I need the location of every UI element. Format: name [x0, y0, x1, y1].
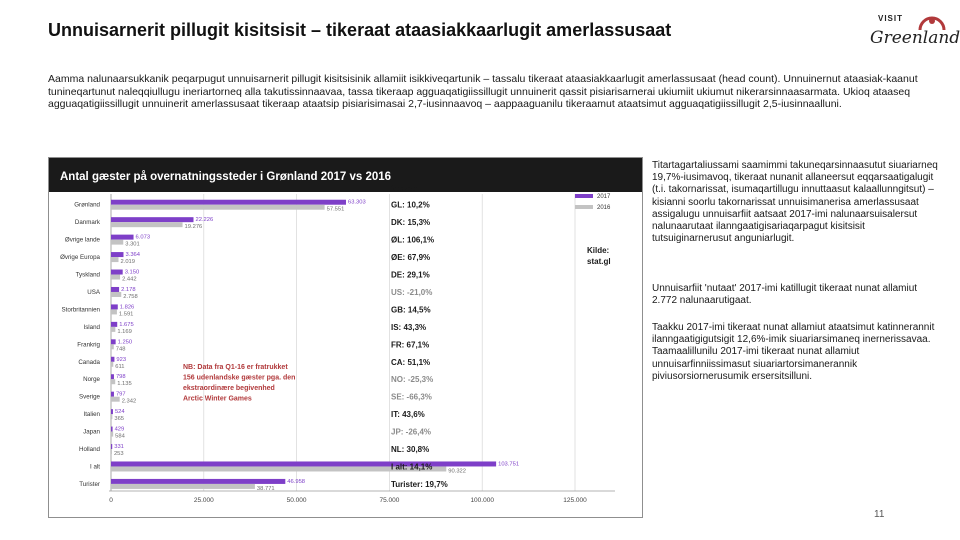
category-label: Sverige — [79, 393, 100, 401]
growth-label: DK: 15,3% — [391, 218, 431, 228]
value-label-2017: 3.364 — [125, 252, 141, 259]
x-tick-label: 75.000 — [379, 497, 400, 504]
bar-2016 — [111, 344, 114, 349]
bar-2016 — [111, 292, 121, 297]
growth-label: GB: 14,5% — [391, 305, 431, 315]
bar-2016 — [111, 449, 112, 454]
bar-2016 — [111, 309, 117, 314]
category-label: Storbritannien — [61, 306, 100, 314]
value-label-2017: 63.303 — [347, 199, 366, 206]
growth-label: CA: 51,1% — [391, 357, 431, 367]
growth-label: IS: 43,3% — [391, 322, 427, 332]
growth-label: JP: -26,4% — [391, 427, 432, 437]
bar-2017 — [111, 339, 116, 344]
page-title: Unnuisarnerit pillugit kisitsisit – tikeraat ataasiakkaarlugit amerlassusaat — [48, 20, 672, 40]
bar-2017 — [111, 479, 285, 484]
category-label: I alt — [90, 463, 100, 471]
chart-note-line: NB: Data fra Q1-16 er fratrukket — [183, 364, 288, 371]
category-label: Danmark — [74, 219, 100, 227]
bar-2017 — [111, 427, 113, 432]
value-label-2017: 6.073 — [135, 234, 151, 241]
side-paragraph-3: Taakku 2017-imi tikeraat nunat allamiut ataatsimut katinnerannit ilanngaatigigutsigit 12,6%-imik siuariarsimaneq inernerissavaa. Taamaalillunilu 2017-imi tikeraat nunat allamiut unnuisarfinniissimasut siuariartorsimanerannik piviusorsiornerusumik ersersitsilluni. — [652, 322, 935, 382]
page-number: 11 — [874, 509, 885, 520]
value-label-2016: 3.301 — [125, 241, 140, 248]
category-label: Turister — [79, 480, 100, 488]
growth-label: IT: 43,6% — [391, 410, 425, 420]
bar-2016 — [111, 484, 255, 489]
value-label-2016: 38.771 — [256, 485, 275, 492]
bar-2017 — [111, 235, 134, 240]
value-label-2016: 253 — [113, 451, 124, 458]
value-label-2017: 331 — [114, 444, 124, 451]
growth-label: DE: 29,1% — [391, 270, 430, 280]
growth-label: I alt: 14,1% — [391, 462, 433, 472]
growth-label: FR: 67,1% — [391, 340, 430, 350]
growth-label: US: -21,0% — [391, 287, 433, 297]
value-label-2017: 797 — [115, 391, 126, 398]
growth-label: NO: -25,3% — [391, 375, 434, 385]
value-label-2017: 2.178 — [121, 286, 136, 293]
category-label: Frankrig — [77, 341, 100, 349]
bar-2017 — [111, 322, 117, 327]
value-label-2016: 90.322 — [448, 468, 467, 475]
bar-2016 — [111, 257, 118, 262]
value-label-2017: 1.675 — [119, 321, 134, 328]
chart-note-line: 156 udenlandske gæster pga. den — [183, 374, 296, 382]
bar-2016 — [111, 205, 325, 210]
bar-2017 — [111, 287, 119, 292]
visit-greenland-logo — [868, 12, 960, 56]
bar-2016 — [111, 362, 113, 367]
value-label-2017: 923 — [116, 356, 127, 363]
value-label-2017: 524 — [114, 409, 125, 416]
category-label: Canada — [78, 358, 100, 366]
category-label: Øvrige Europa — [60, 254, 100, 262]
bar-2017 — [111, 252, 123, 257]
value-label-2017: 1.826 — [119, 304, 135, 311]
legend-label-2017: 2017 — [597, 194, 611, 200]
bar-2017 — [111, 409, 113, 414]
bar-2016 — [111, 379, 115, 384]
chart-note-line: ekstraordinære begivenhed — [183, 385, 275, 392]
value-label-2016: 2.342 — [121, 398, 137, 405]
x-tick-label: 25.000 — [193, 497, 214, 504]
value-label-2017: 798 — [115, 374, 126, 381]
legend-swatch-2017 — [575, 194, 593, 198]
side-paragraph-2: Unnuisarfiit 'nutaat' 2017-imi katillugit tikeraat nunat allamiut 2.772 nalunaarutigaat. — [652, 283, 918, 307]
value-label-2017: 1.250 — [117, 339, 133, 346]
category-label: Japan — [83, 428, 100, 436]
logo-brand-text: Greenland — [870, 28, 960, 48]
category-label: Øvrige lande — [64, 236, 100, 244]
value-label-2017: 46.958 — [287, 478, 306, 485]
category-label: Island — [83, 323, 100, 331]
value-label-2016: 2.019 — [120, 259, 136, 266]
category-label: USA — [87, 288, 100, 296]
growth-label: NL: 30,8% — [391, 445, 430, 455]
chart-note-line: Arctic Winter Games — [183, 395, 252, 403]
bar-2016 — [111, 432, 113, 437]
logo-dome-icon — [914, 12, 950, 32]
source-label: Kilde: — [587, 246, 610, 255]
category-label: Grønland — [74, 201, 100, 209]
value-label-2016: 1.135 — [117, 381, 132, 388]
side-paragraph-1: Titartagartaliussami saamimmi takuneqarsinnaasutut siuariarneq 19,7%-iusimavoq, tikeraat nunanit allaneersut eqqarsaatigalugit (t.i. takornarissat, isumaqartillugu innuttaasut kalaallunngitsut) – kisianni soorlu takornarissat unnuisimanerisa amerlassusaat assigalugu unnuisarfiit aatsaat 2017-imi nalunaarsuisalersut nalunaarutaat ilanngaatigisariaqarpagut kisitsisit tutsuiginarnerusut anguniarlugit. — [652, 160, 938, 245]
bar-2016 — [111, 240, 123, 245]
value-label-2016: 57.551 — [326, 206, 345, 213]
value-label-2016: 584 — [115, 433, 125, 440]
category-label: Norge — [83, 376, 100, 384]
chart-title: Antal gæster på overnatningssteder i Grønland 2017 vs 2016 — [60, 171, 392, 183]
x-tick-label: 50.000 — [286, 497, 307, 504]
bar-2016 — [111, 414, 112, 419]
growth-label: Turister: 19,7% — [391, 479, 448, 489]
bar-2017 — [111, 304, 118, 309]
intro-paragraph: Aamma nalunaarsukkanik peqarpugut unnuisarnerit pillugit kisitsisinik allamiit isikkiveqartunik – tassalu tikeraat ataasiakkaarlugit amerlassusaat (head count). Unnuinernut ataasiak-kaanut tunineqartunut naleqqiullugu ineriartorneq alla takutissinnaavaa, tassa tikeraap agguaqatigiissillugit unnuinerit qassit pisiarisarnerai ukiumiit ukiumut nikerarsinnaasarmata. Ukioq ataaseq agguaqatigiissillugit unnuinerit amerlassusaat tikeraap ataatsip pisiarisimasai 2,7-iusinnaavoq – aappaaguanilu tikeraamut ataatsimut agguaqatigiissillugit 2,5-iusinnaalluni. — [48, 73, 918, 111]
value-label-2017: 429 — [114, 426, 125, 433]
growth-label: SE: -66,3% — [391, 392, 432, 402]
legend-swatch-2016 — [575, 205, 593, 209]
value-label-2016: 19.276 — [184, 224, 203, 231]
bar-2017 — [111, 461, 496, 466]
bar-2016 — [111, 275, 120, 280]
value-label-2017: 3.150 — [124, 269, 140, 276]
growth-header: Vækst: — [391, 184, 418, 193]
value-label-2016: 611 — [115, 363, 125, 370]
legend-label-2016: 2016 — [597, 205, 611, 211]
value-label-2017: 22.226 — [195, 217, 214, 224]
x-tick-label: 125.000 — [563, 497, 587, 504]
value-label-2016: 2.442 — [122, 276, 137, 283]
category-label: Holland — [79, 446, 100, 454]
category-label: Italien — [83, 411, 100, 419]
x-tick-label: 0 — [109, 497, 113, 504]
guest-count-chart — [48, 157, 643, 518]
bar-2017 — [111, 357, 114, 362]
x-tick-label: 100.000 — [470, 497, 494, 504]
category-label: Tyskland — [75, 271, 100, 279]
value-label-2016: 748 — [115, 346, 126, 353]
value-label-2016: 1.169 — [117, 328, 132, 335]
chart-canvas — [49, 158, 643, 518]
value-label-2016: 2.758 — [123, 293, 138, 300]
value-label-2017: 103.751 — [498, 461, 520, 468]
bar-2017 — [111, 200, 346, 205]
bar-2017 — [111, 374, 114, 379]
bar-2016 — [111, 222, 183, 227]
bar-2017 — [111, 444, 112, 449]
bar-2016 — [111, 327, 115, 332]
value-label-2016: 365 — [114, 416, 125, 423]
bar-2017 — [111, 392, 114, 397]
growth-label: ØL: 106,1% — [391, 235, 435, 245]
logo-visit-text: VISIT — [878, 14, 904, 23]
growth-label: GL: 10,2% — [391, 200, 430, 210]
growth-label: ØE: 67,9% — [391, 253, 431, 263]
source-value: stat.gl — [587, 257, 611, 266]
value-label-2016: 1.591 — [118, 311, 134, 318]
bar-2017 — [111, 217, 194, 222]
bar-2017 — [111, 270, 123, 275]
